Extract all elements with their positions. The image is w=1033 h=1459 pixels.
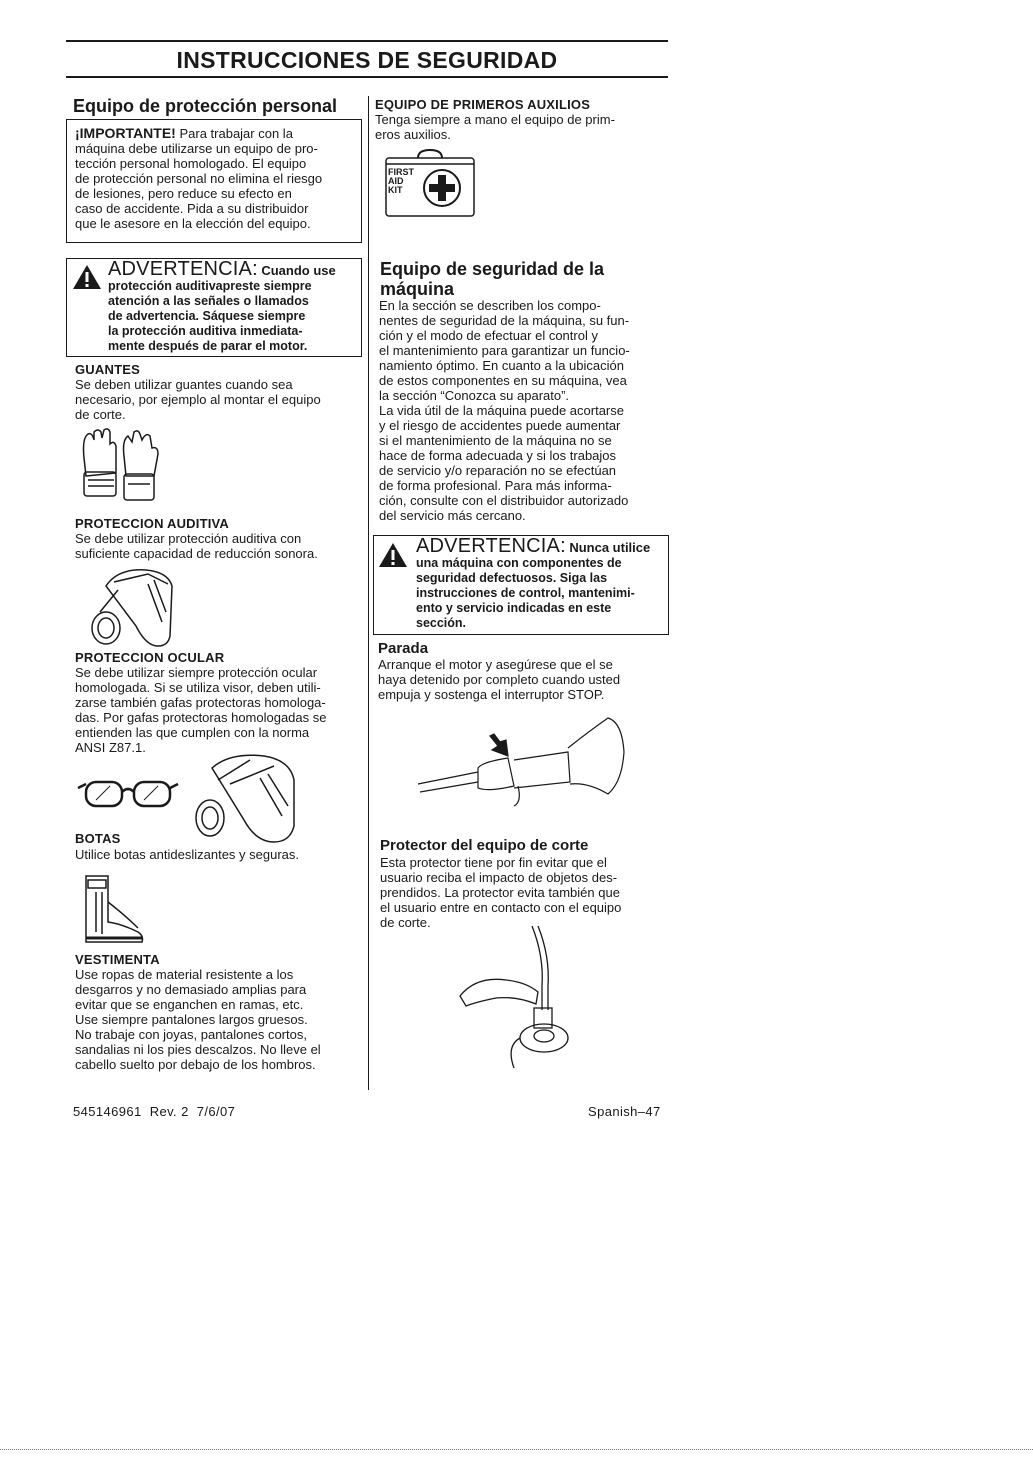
safety-glasses-illustration bbox=[76, 776, 180, 810]
section-heading-personal-protection: Equipo de protección personal bbox=[73, 96, 338, 116]
stop-heading: Parada bbox=[378, 640, 429, 657]
footer-page-number: Spanish–47 bbox=[588, 1104, 661, 1119]
machine-safety-text: En la sección se describen los compo- nentes de seguridad de la máquina, su fun- ción y el modo de efectuar el control y el mantenimiento para garantizar un funcio- namiento óptimo. En cuanto a la ubicación de estos componentes en su máquina, vea la sección “Conozca su aparato”. La vida útil de la máquina puede acortarse y el riesgo de accidentes puede aumentar si el mantenimiento de la máquina no se hace de forma adecuada y si los trabajos de servicio y/o reparación no se efectúan de forma profesional. Para más informa- ción, consulte con el distribuidor autorizado del servicio más cercano. bbox=[379, 298, 630, 523]
header-top-rule bbox=[66, 40, 668, 42]
gloves-title: GUANTES bbox=[75, 362, 140, 377]
guard-heading: Protector del equipo de corte bbox=[380, 837, 589, 854]
clothing-title: VESTIMENTA bbox=[75, 952, 160, 967]
warning-triangle-icon bbox=[378, 542, 408, 568]
boots-illustration bbox=[82, 872, 146, 948]
firstaid-text: Tenga siempre a mano el equipo de prim- eros auxilios. bbox=[375, 112, 615, 142]
bottom-dotted-line bbox=[0, 1449, 1033, 1450]
eye-title: PROTECCION OCULAR bbox=[75, 650, 225, 665]
boots-title: BOTAS bbox=[75, 831, 121, 846]
clothing-text: Use ropas de material resistente a los desgarros y no demasiado amplias para evitar que se enganchen en ramas, etc. Use siempre pantalones largos gruesos. No trabaje con joyas, pantalones cortos, sandalias ni los pies descalzos. No lleve el cabello suelto por debajo de los hombros. bbox=[75, 967, 321, 1072]
important-text: ¡IMPORTANTE! Para trabajar con la máquina debe utilizarse un equipo de pro- tección personal homologado. El equipo de protección personal no elimina el riesgo de lesiones, pero reduce su efecto en caso de accidente. Pida a su distribuidor que le asesore en la elección del equipo. bbox=[75, 125, 323, 231]
hearing-protection-illustration bbox=[88, 566, 178, 648]
page-title: INSTRUCCIONES DE SEGURIDAD bbox=[176, 47, 558, 73]
footer-document-id: 545146961 Rev. 2 7/6/07 bbox=[73, 1104, 236, 1119]
hearing-title: PROTECCION AUDITIVA bbox=[75, 516, 230, 531]
warning-triangle-icon bbox=[72, 264, 102, 290]
hearing-text: Se debe utilizar protección auditiva con suficiente capacidad de reducción sonora. bbox=[75, 531, 318, 561]
section-heading-machine-safety: Equipo de seguridad de la máquina bbox=[380, 259, 605, 299]
guard-text: Esta protector tiene por fin evitar que el usuario reciba el impacto de objetos des- prendidos. La protector evita también que el usuario entre en contacto con el equipo de corte. bbox=[380, 855, 622, 930]
warning-text-hearing: ADVERTENCIA: Cuando use protección auditivapreste siempre atención a las señales o llamados de advertencia. Sáquese siempre la protección auditiva inmediata- mente después de parar el motor. bbox=[108, 258, 336, 353]
important-lead: ¡IMPORTANTE! bbox=[75, 125, 176, 141]
first-aid-kit-label: FIRST AID KIT bbox=[388, 167, 414, 195]
eye-text: Se debe utilizar siempre protección ocular homologada. Si se utiliza visor, deben utili- zarse también gafas protectoras homologa- das. Por gafas protectoras homologadas se entienden las que cumplen con la norma ANSI Z87.1. bbox=[75, 665, 327, 755]
stop-switch-illustration bbox=[418, 712, 628, 808]
face-shield-illustration bbox=[190, 750, 298, 844]
stop-text: Arranque el motor y asegúrese que el se haya detenido por completo cuando usted empuja y sostenga el interruptor STOP. bbox=[378, 657, 621, 702]
gloves-text: Se deben utilizar guantes cuando sea necesario, por ejemplo al montar el equipo de corte. bbox=[75, 377, 321, 422]
column-divider bbox=[368, 96, 369, 1090]
firstaid-title: EQUIPO DE PRIMEROS AUXILIOS bbox=[375, 97, 591, 112]
boots-text: Utilice botas antideslizantes y seguras. bbox=[75, 847, 300, 862]
warning-text-machine: ADVERTENCIA: Nunca utilice una máquina con componentes de seguridad defectuosos. Siga las instrucciones de control, mantenimi- ento y servicio indicadas en este sección. bbox=[416, 535, 651, 630]
cutting-guard-illustration bbox=[456, 926, 586, 1074]
header-bottom-rule bbox=[66, 76, 668, 78]
gloves-illustration bbox=[78, 428, 162, 504]
